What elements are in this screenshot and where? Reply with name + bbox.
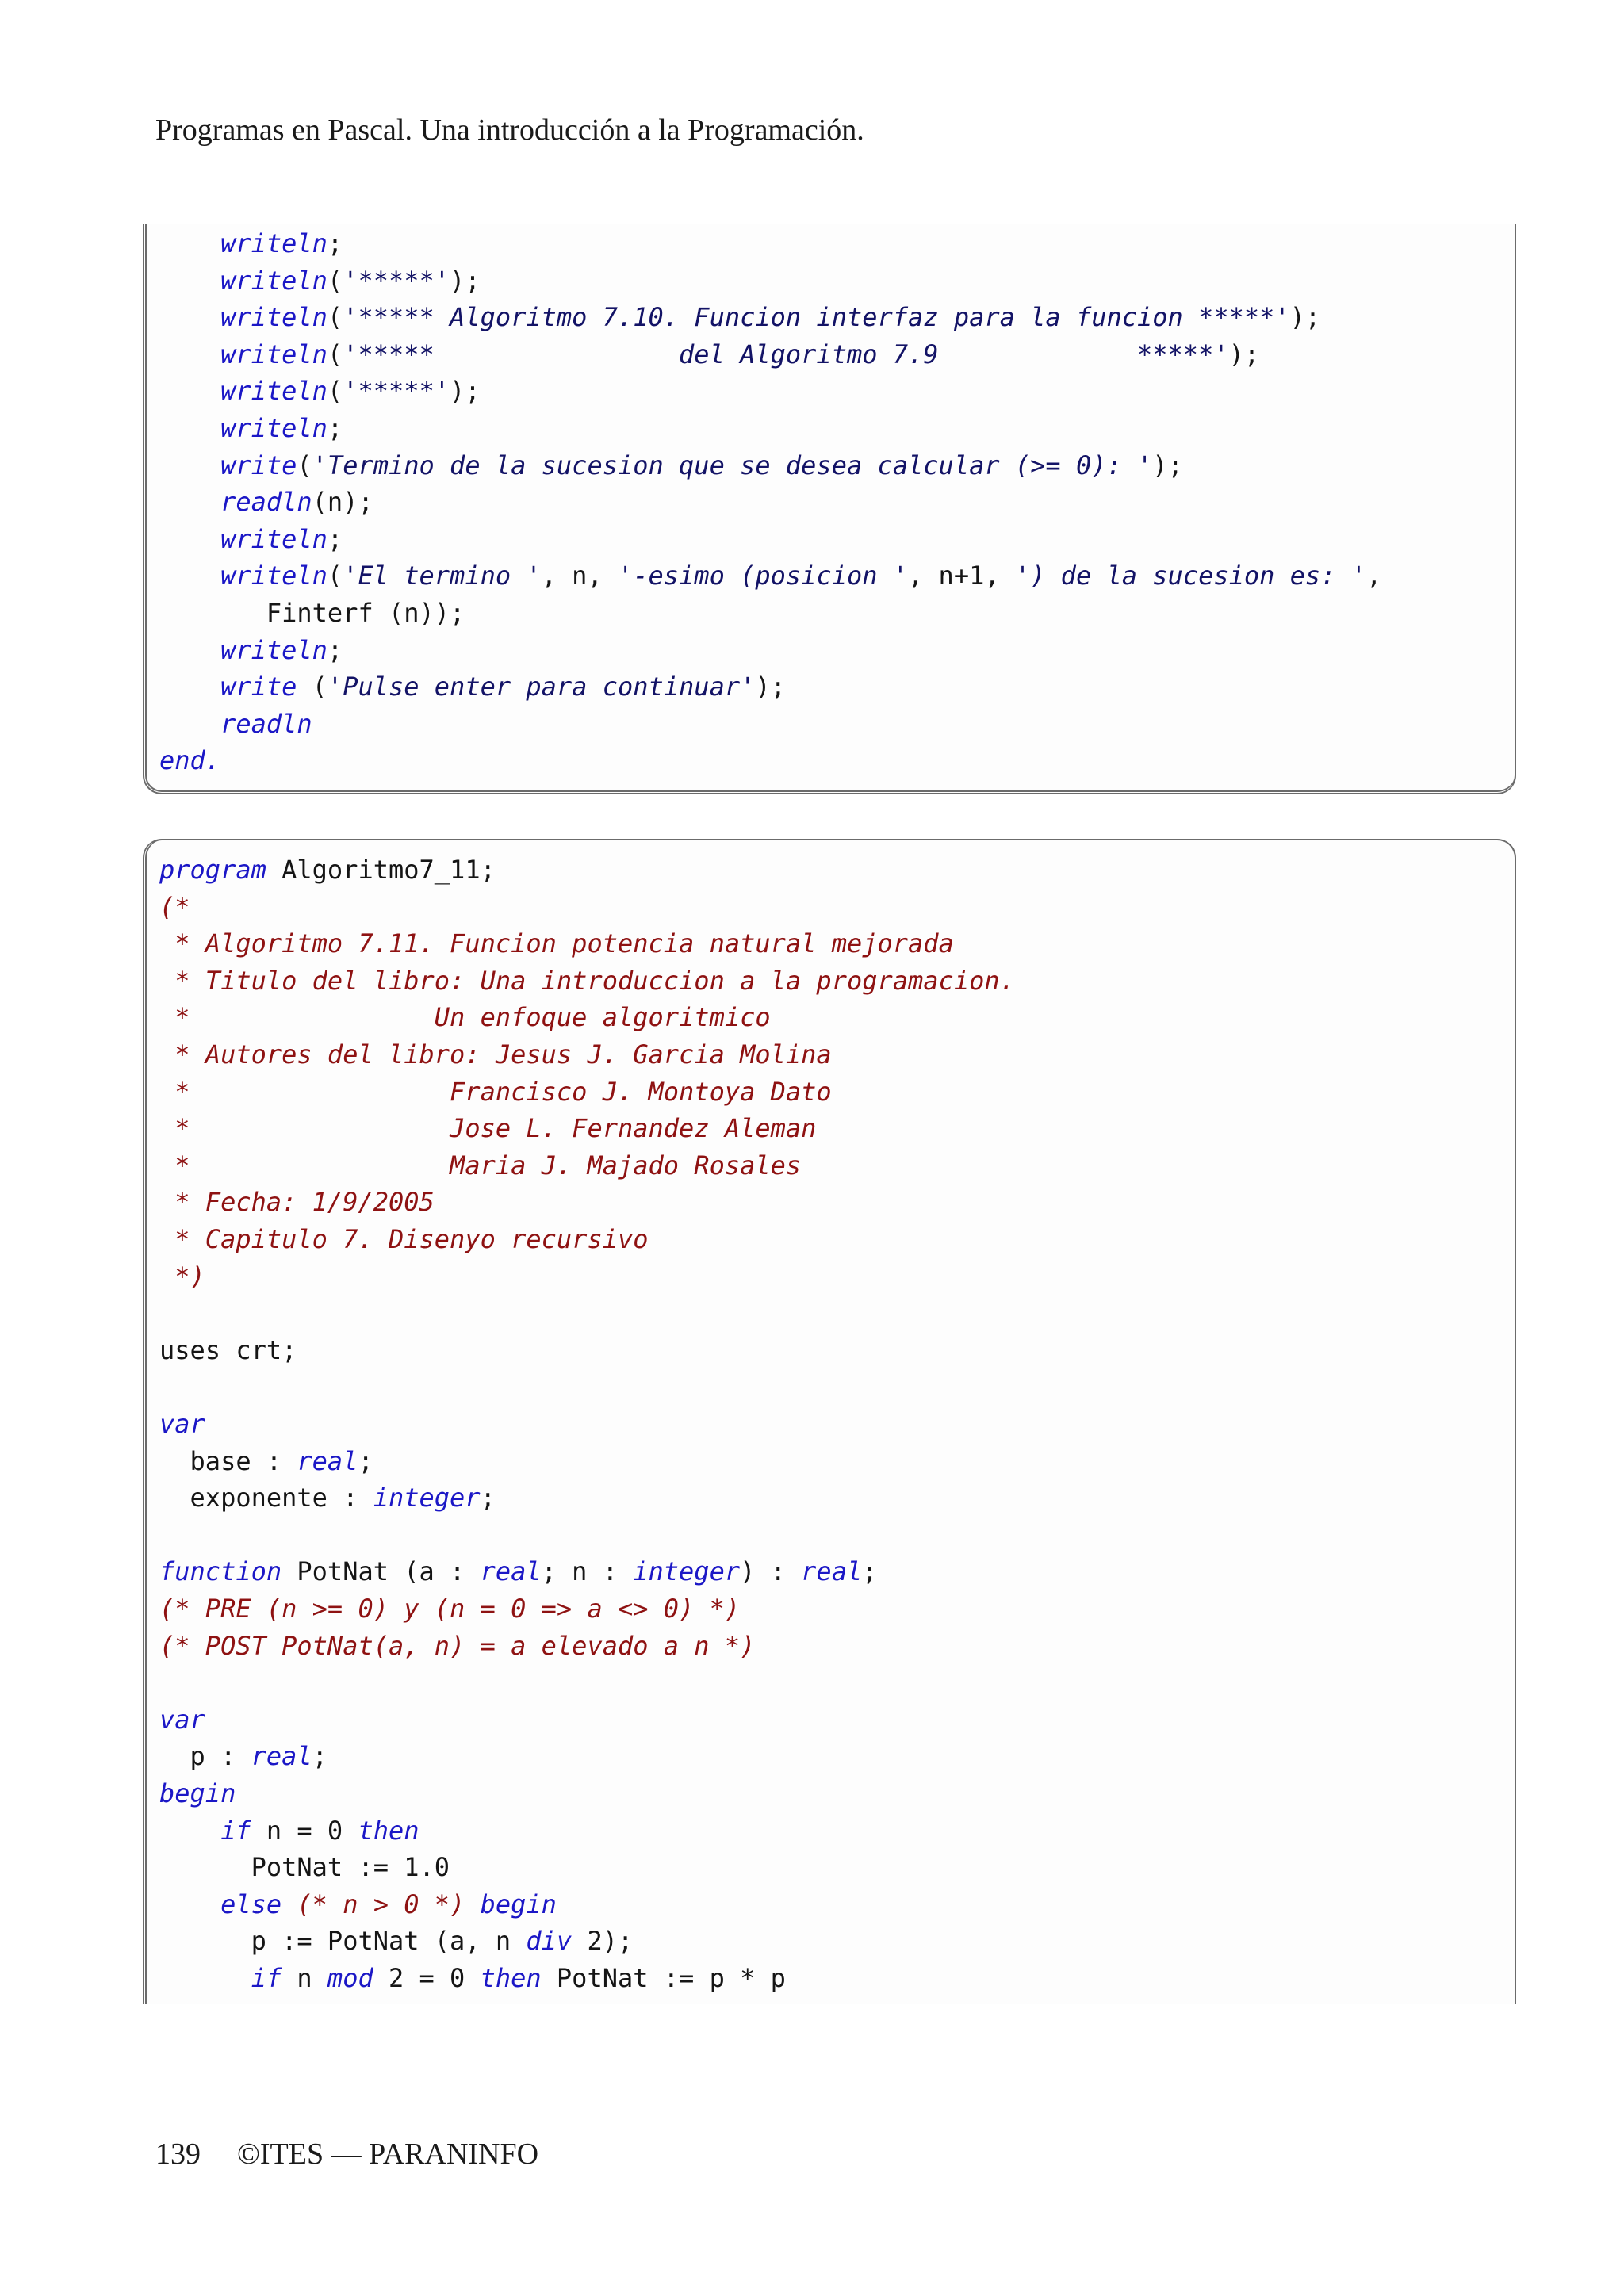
code-line: [159, 1443, 373, 1479]
code-text: (: [327, 561, 343, 591]
code-text: [159, 376, 220, 406]
code-comment: *): [159, 1261, 205, 1292]
code-text: p :: [159, 1741, 251, 1772]
code-line: [159, 1553, 877, 1590]
code-text: PotNat (a :: [282, 1556, 481, 1587]
code-text: [159, 524, 220, 554]
code-comment: * Capitulo 7. Disenyo recursivo: [159, 1224, 649, 1254]
code-string: '*****': [343, 376, 450, 407]
code-text: base :: [159, 1445, 297, 1476]
code-text: [159, 413, 220, 443]
page-footer: [155, 2137, 538, 2172]
code-line: [159, 1923, 633, 1959]
code-line: [159, 595, 465, 631]
code-line: [159, 1036, 832, 1073]
code-text: , n,: [541, 561, 618, 591]
code-string: '*****': [343, 265, 450, 296]
code-text: ;: [327, 634, 343, 665]
code-text: );: [1289, 302, 1321, 333]
code-comment: * Autores del libro: Jesus J. Garcia Molina: [159, 1039, 832, 1070]
code-line: [159, 1406, 205, 1442]
running-header: Programas en Pascal. Una introducción a la Programación.: [155, 113, 864, 147]
code-line: [159, 1184, 435, 1220]
code-keyword: writeln: [220, 302, 327, 333]
code-comment: * Un enfoque algoritmico: [159, 1002, 771, 1033]
code-text: PotNat := p * p: [541, 1963, 786, 1993]
code-comment: * Titulo del libro: Una introduccion a la programacion.: [159, 965, 1015, 996]
code-text: (: [327, 265, 343, 296]
code-keyword: .: [205, 745, 221, 776]
code-keyword: then: [480, 1963, 542, 1993]
code-line: [159, 1701, 205, 1738]
code-text: ) :: [740, 1556, 802, 1587]
code-comment: * Maria J. Majado Rosales: [159, 1150, 802, 1181]
code-line: [159, 632, 343, 668]
code-keyword: writeln: [220, 413, 327, 443]
code-text: [465, 1889, 480, 1919]
code-text: p := PotNat (a, n: [159, 1926, 527, 1957]
code-keyword: begin: [480, 1888, 557, 1919]
code-text: ;: [327, 413, 343, 443]
code-comment: (*: [159, 891, 190, 922]
code-line: [159, 521, 343, 557]
code-keyword: integer: [373, 1483, 481, 1513]
code-line: [159, 447, 1183, 484]
code-string: 'Pulse enter para continuar': [327, 672, 756, 702]
code-text: , n+1,: [908, 561, 1015, 591]
code-text: n: [282, 1963, 327, 1993]
code-text: n = 0: [251, 1815, 358, 1846]
code-text: [159, 266, 220, 296]
code-text: [159, 1889, 220, 1919]
code-text: [159, 672, 220, 702]
code-line: [159, 1479, 496, 1516]
code-line: [159, 1221, 649, 1257]
code-keyword: readln: [220, 708, 312, 739]
code-text: [159, 561, 220, 591]
code-line: [159, 1738, 327, 1774]
code-line: [159, 1960, 786, 1996]
code-text: exponente :: [159, 1483, 373, 1513]
code-text: [159, 709, 220, 739]
code-line: [159, 668, 786, 705]
code-text: (: [297, 672, 327, 702]
code-text: [159, 487, 220, 517]
code-line: [159, 336, 1259, 373]
code-line: [159, 484, 373, 520]
code-string: '***** Algoritmo 7.10. Funcion interfaz para la funcion *****': [343, 302, 1290, 333]
code-text: (: [297, 450, 312, 480]
code-text: [159, 1963, 251, 1993]
code-keyword: writeln: [220, 634, 327, 665]
code-text: );: [755, 672, 786, 702]
code-line: [159, 225, 343, 262]
code-line: [159, 999, 771, 1035]
code-line: [159, 1849, 450, 1885]
code-line: [159, 299, 1320, 335]
code-text: [159, 339, 220, 369]
code-keyword: real: [801, 1556, 863, 1587]
code-line: [159, 1628, 755, 1664]
code-keyword: real: [297, 1445, 358, 1476]
code-text: ; n :: [541, 1556, 634, 1587]
code-line: [159, 262, 481, 299]
code-text: 2 = 0: [373, 1963, 481, 1993]
code-string: 'El termino ': [343, 561, 542, 591]
code-text: ;: [480, 1483, 496, 1513]
code-listing-bottom: [143, 839, 1516, 2004]
code-text: [159, 302, 220, 332]
copyright-notice: ©ITES — PARANINFO: [237, 2137, 539, 2171]
code-line: [159, 851, 496, 888]
code-line: [159, 925, 954, 962]
code-keyword: then: [358, 1815, 419, 1846]
code-keyword: readln: [220, 487, 312, 518]
code-text: [159, 450, 220, 480]
code-text: );: [450, 265, 481, 296]
code-line: [159, 1886, 557, 1923]
page-number: 139: [155, 2137, 201, 2171]
code-text: (n);: [312, 487, 373, 518]
code-string: '***** del Algoritmo 7.9 *****': [343, 339, 1229, 369]
code-text: (: [327, 339, 343, 369]
code-comment: (* POST PotNat(a, n) = a elevado a n *): [159, 1630, 756, 1661]
code-keyword: writeln: [220, 339, 327, 369]
code-line: [159, 1110, 816, 1146]
code-keyword: var: [159, 1409, 205, 1439]
code-line: [159, 889, 190, 925]
code-keyword: writeln: [220, 228, 327, 258]
code-text: 2);: [572, 1926, 634, 1957]
code-text: ;: [312, 1741, 327, 1772]
code-keyword: writeln: [220, 376, 327, 407]
code-keyword: write: [220, 672, 297, 702]
code-keyword: real: [480, 1556, 542, 1587]
code-keyword: var: [159, 1704, 205, 1735]
code-text: [159, 1816, 220, 1846]
code-line: [159, 962, 1015, 999]
code-text: Algoritmo7_11;: [266, 855, 496, 885]
code-keyword: else: [220, 1888, 282, 1919]
code-keyword: write: [220, 450, 297, 480]
code-comment: * Francisco J. Montoya Dato: [159, 1076, 832, 1107]
code-keyword: function: [159, 1556, 282, 1587]
code-comment: (* n > 0 *): [297, 1888, 465, 1919]
code-line: [159, 1258, 205, 1295]
code-string: '-esimo (posicion ': [617, 561, 909, 591]
code-text: ,: [1365, 561, 1382, 591]
code-text: uses crt;: [159, 1334, 297, 1365]
code-keyword: integer: [633, 1556, 741, 1587]
code-text: (: [327, 302, 343, 333]
code-text: Finterf (n));: [159, 598, 465, 628]
code-keyword: real: [251, 1741, 312, 1772]
code-text: (: [327, 376, 343, 407]
code-comment: * Fecha: 1/9/2005: [159, 1187, 435, 1218]
code-string: 'Termino de la sucesion que se desea calcular (>= 0): ': [312, 450, 1153, 480]
code-text: ;: [327, 228, 343, 258]
code-line: [159, 706, 312, 742]
code-text: ;: [358, 1445, 373, 1476]
code-text: );: [450, 376, 481, 407]
code-text: ;: [862, 1556, 878, 1587]
code-line: [159, 1147, 801, 1184]
code-keyword: if: [220, 1815, 251, 1846]
code-text: [159, 635, 220, 665]
code-text: );: [1152, 450, 1183, 480]
code-line: [159, 1590, 740, 1627]
code-line: [159, 557, 1381, 594]
code-listing-top: [143, 224, 1516, 794]
code-keyword: writeln: [220, 523, 327, 554]
code-text: );: [1228, 339, 1260, 369]
code-comment: (* PRE (n >= 0) y (n = 0 => a <> 0) *): [159, 1594, 741, 1624]
code-comment: * Algoritmo 7.11. Funcion potencia natural mejorada: [159, 928, 954, 959]
code-line: [159, 373, 481, 409]
code-line: [159, 1775, 236, 1812]
code-text: [159, 228, 220, 258]
code-keyword: if: [251, 1963, 282, 1993]
code-keyword: div: [526, 1926, 573, 1957]
code-text: ;: [327, 523, 343, 554]
code-text: PotNat := 1.0: [159, 1852, 450, 1883]
code-line: [159, 1073, 832, 1110]
code-comment: * Jose L. Fernandez Aleman: [159, 1113, 817, 1144]
code-keyword: begin: [159, 1778, 236, 1808]
code-keyword: program: [159, 855, 266, 885]
code-string: ') de la sucesion es: ': [1014, 561, 1366, 591]
code-line: [159, 1332, 297, 1368]
code-text: [282, 1889, 297, 1919]
code-line: [159, 1812, 419, 1849]
code-keyword: end: [159, 745, 205, 776]
code-keyword: mod: [327, 1963, 373, 1993]
code-keyword: writeln: [220, 265, 327, 296]
code-line: [159, 742, 220, 779]
code-line: [159, 410, 343, 446]
code-keyword: writeln: [220, 561, 327, 591]
